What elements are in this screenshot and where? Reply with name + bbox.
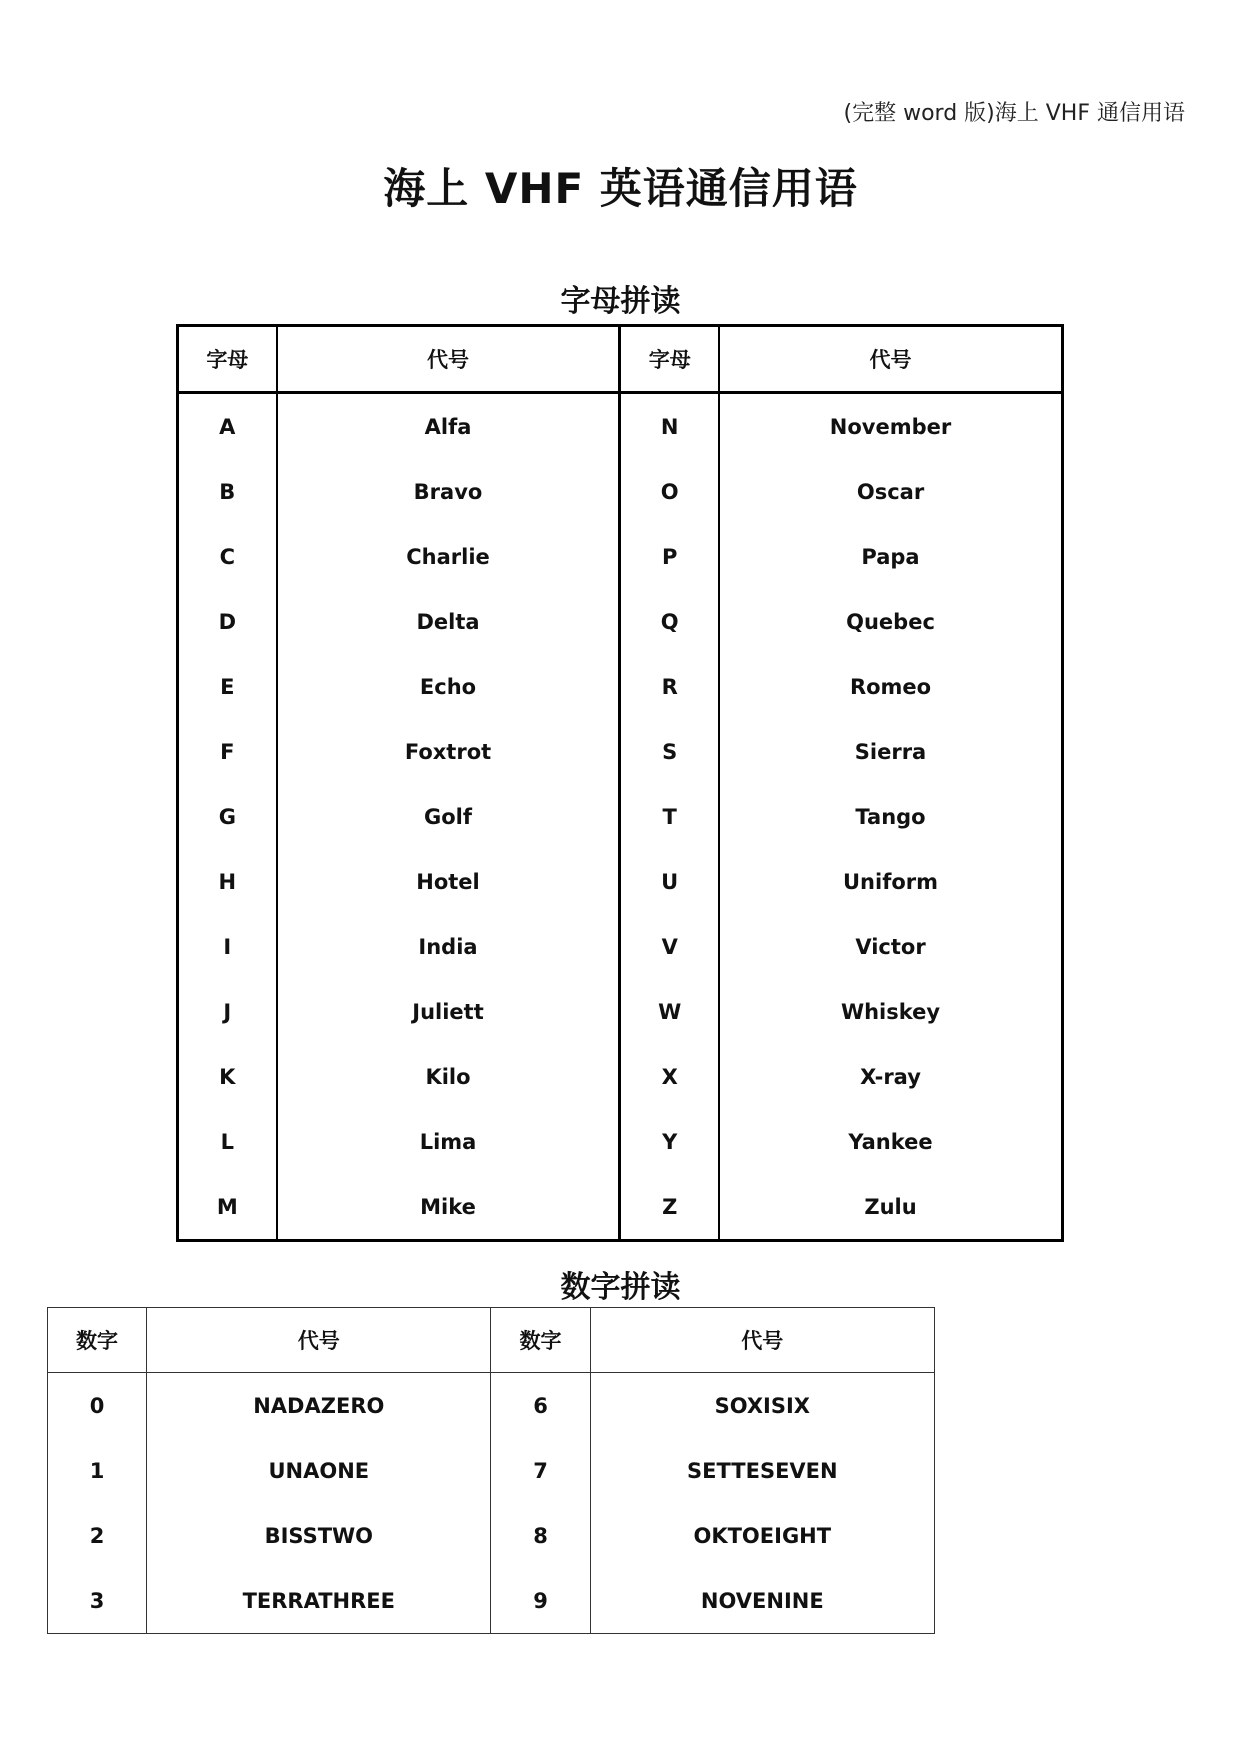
digit-row xyxy=(48,1438,935,1503)
letter-row xyxy=(178,393,1063,460)
letter-row xyxy=(178,979,1063,1044)
letter-cell: Y xyxy=(620,1109,719,1174)
code-word-cell: November xyxy=(829,414,952,439)
letter-cell: S xyxy=(620,719,719,784)
header-letter-cell: 字母 xyxy=(620,326,719,393)
letter-row xyxy=(178,654,1063,719)
letter-row xyxy=(178,784,1063,849)
letter-table-header-row xyxy=(178,326,1063,393)
letter-cell: C xyxy=(178,524,277,589)
digit-cell: 6 xyxy=(491,1373,590,1439)
code-word-cell: NOVENINE xyxy=(700,1588,824,1613)
code-word-cell: Delta xyxy=(277,589,620,654)
code-word-cell: Charlie xyxy=(277,524,620,589)
letters-section-title: 字母拼读 xyxy=(560,284,681,319)
letter-cell: J xyxy=(178,979,277,1044)
letter-cell: W xyxy=(620,979,719,1044)
letter-cell: F xyxy=(178,719,277,784)
letter-cell: U xyxy=(620,849,719,914)
code-word-cell: Uniform xyxy=(843,869,939,894)
digit-cell: 2 xyxy=(48,1503,147,1568)
code-word-cell: Lima xyxy=(277,1109,620,1174)
letter-row xyxy=(178,849,1063,914)
letter-cell: O xyxy=(620,459,719,524)
digit-cell: 3 xyxy=(48,1568,147,1634)
header-code-cell: 代号 xyxy=(719,326,1062,393)
letter-cell: Z xyxy=(620,1174,719,1241)
digit-row xyxy=(48,1503,935,1568)
letter-row xyxy=(178,1174,1063,1241)
digit-row xyxy=(48,1568,935,1634)
letter-cell: T xyxy=(620,784,719,849)
digit-table-header-row xyxy=(48,1308,935,1373)
code-word-cell: India xyxy=(277,914,620,979)
digits-section-title: 数字拼读 xyxy=(560,1270,681,1305)
code-word-cell: TERRATHREE xyxy=(147,1568,491,1634)
code-word-cell: NADAZERO xyxy=(147,1373,491,1439)
letter-row xyxy=(178,524,1063,589)
code-word-cell: Juliett xyxy=(277,979,620,1044)
digit-spelling-table xyxy=(47,1307,935,1634)
code-word-cell: Yankee xyxy=(848,1129,933,1154)
letter-cell: G xyxy=(178,784,277,849)
letter-row xyxy=(178,1109,1063,1174)
letter-row xyxy=(178,589,1063,654)
digit-cell: 7 xyxy=(491,1438,590,1503)
letter-cell: X xyxy=(620,1044,719,1109)
letter-cell: M xyxy=(178,1174,277,1241)
letter-cell: L xyxy=(178,1109,277,1174)
document-title: 海上 VHF 英语通信用语 xyxy=(383,164,858,213)
digit-cell: 9 xyxy=(491,1568,590,1634)
code-word-cell: Golf xyxy=(277,784,620,849)
code-word-cell: Hotel xyxy=(277,849,620,914)
letter-row xyxy=(178,459,1063,524)
header-digit-cell: 数字 xyxy=(491,1308,590,1373)
letter-cell: N xyxy=(620,393,719,460)
code-word-cell: Quebec xyxy=(846,609,935,634)
letter-cell: R xyxy=(620,654,719,719)
header-code-cell: 代号 xyxy=(147,1308,491,1373)
header-note: (完整 word 版)海上 VHF 通信用语 xyxy=(843,101,1185,126)
code-word-cell: UNAONE xyxy=(147,1438,491,1503)
code-word-cell: Papa xyxy=(861,544,920,569)
code-word-cell: Romeo xyxy=(849,674,932,699)
header-code-cell: 代号 xyxy=(277,326,620,393)
digit-cell: 1 xyxy=(48,1438,147,1503)
code-word-cell: Echo xyxy=(277,654,620,719)
code-word-cell: Victor xyxy=(855,934,926,959)
code-word-cell: Kilo xyxy=(277,1044,620,1109)
letter-cell: H xyxy=(178,849,277,914)
code-word-cell: BISSTWO xyxy=(147,1503,491,1568)
code-word-cell: OKTOEIGHT xyxy=(693,1523,832,1548)
code-word-cell: Foxtrot xyxy=(277,719,620,784)
letter-cell: V xyxy=(620,914,719,979)
letter-cell: B xyxy=(178,459,277,524)
letter-cell: D xyxy=(178,589,277,654)
code-word-cell: Mike xyxy=(277,1174,620,1241)
code-word-cell: SOXISIX xyxy=(714,1393,810,1418)
letter-cell: I xyxy=(178,914,277,979)
code-word-cell: Alfa xyxy=(277,393,620,460)
code-word-cell: Oscar xyxy=(856,479,925,504)
code-word-cell: SETTESEVEN xyxy=(687,1458,838,1483)
code-word-cell: Tango xyxy=(855,804,926,829)
header-letter-cell: 字母 xyxy=(178,326,277,393)
digit-row xyxy=(48,1373,935,1439)
letter-cell: E xyxy=(178,654,277,719)
letter-cell: K xyxy=(178,1044,277,1109)
header-code-cell: 代号 xyxy=(590,1308,934,1373)
letter-cell: A xyxy=(178,393,277,460)
code-word-cell: Zulu xyxy=(864,1194,917,1219)
letter-cell: P xyxy=(620,524,719,589)
letter-spelling-table xyxy=(176,324,1064,1242)
code-word-cell: X-ray xyxy=(860,1064,921,1089)
digit-cell: 8 xyxy=(491,1503,590,1568)
code-word-cell: Bravo xyxy=(277,459,620,524)
letter-cell: Q xyxy=(620,589,719,654)
code-word-cell: Sierra xyxy=(854,739,927,764)
header-digit-cell: 数字 xyxy=(48,1308,147,1373)
digit-cell: 0 xyxy=(48,1373,147,1439)
letter-row xyxy=(178,1044,1063,1109)
letter-row xyxy=(178,914,1063,979)
code-word-cell: Whiskey xyxy=(840,999,941,1024)
letter-row xyxy=(178,719,1063,784)
